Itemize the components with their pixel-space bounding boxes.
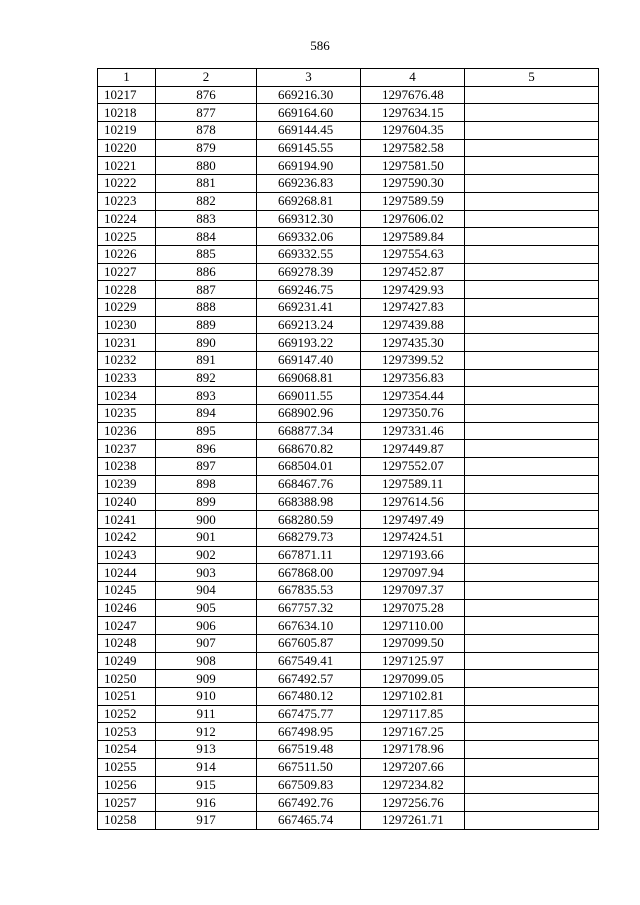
row-id-cell: 10224 bbox=[98, 210, 156, 228]
x-coordinate-cell: 667868.00 bbox=[257, 564, 361, 582]
x-coordinate-cell: 667549.41 bbox=[257, 652, 361, 670]
x-coordinate-cell: 669164.60 bbox=[257, 104, 361, 122]
point-number-cell: 888 bbox=[156, 298, 257, 316]
y-coordinate-cell: 1297427.83 bbox=[361, 298, 465, 316]
row-id-cell: 10223 bbox=[98, 192, 156, 210]
x-coordinate-cell: 667465.74 bbox=[257, 811, 361, 829]
table-row bbox=[98, 175, 599, 193]
note-cell bbox=[465, 811, 599, 829]
point-number-cell: 881 bbox=[156, 175, 257, 193]
point-number-cell: 879 bbox=[156, 139, 257, 157]
note-cell bbox=[465, 316, 599, 334]
x-coordinate-cell: 667492.76 bbox=[257, 794, 361, 812]
row-id-cell: 10226 bbox=[98, 245, 156, 263]
table-body bbox=[98, 86, 599, 829]
note-cell bbox=[465, 440, 599, 458]
point-number-cell: 884 bbox=[156, 228, 257, 246]
row-id-cell: 10247 bbox=[98, 617, 156, 635]
table-row bbox=[98, 776, 599, 794]
note-cell bbox=[465, 245, 599, 263]
table-row bbox=[98, 705, 599, 723]
point-number-cell: 904 bbox=[156, 581, 257, 599]
point-number-cell: 883 bbox=[156, 210, 257, 228]
point-number-cell: 899 bbox=[156, 493, 257, 511]
table-row bbox=[98, 316, 599, 334]
y-coordinate-cell: 1297178.96 bbox=[361, 741, 465, 759]
y-coordinate-cell: 1297099.50 bbox=[361, 635, 465, 653]
point-number-cell: 905 bbox=[156, 599, 257, 617]
note-cell bbox=[465, 475, 599, 493]
note-cell bbox=[465, 405, 599, 423]
row-id-cell: 10239 bbox=[98, 475, 156, 493]
row-id-cell: 10231 bbox=[98, 334, 156, 352]
row-id-cell: 10225 bbox=[98, 228, 156, 246]
note-cell bbox=[465, 564, 599, 582]
y-coordinate-cell: 1297193.66 bbox=[361, 546, 465, 564]
row-id-cell: 10246 bbox=[98, 599, 156, 617]
x-coordinate-cell: 667475.77 bbox=[257, 705, 361, 723]
note-cell bbox=[465, 387, 599, 405]
x-coordinate-cell: 669246.75 bbox=[257, 281, 361, 299]
y-coordinate-cell: 1297256.76 bbox=[361, 794, 465, 812]
point-number-cell: 911 bbox=[156, 705, 257, 723]
table-row bbox=[98, 440, 599, 458]
y-coordinate-cell: 1297582.58 bbox=[361, 139, 465, 157]
x-coordinate-cell: 667605.87 bbox=[257, 635, 361, 653]
x-coordinate-cell: 669213.24 bbox=[257, 316, 361, 334]
row-id-cell: 10234 bbox=[98, 387, 156, 405]
point-number-cell: 913 bbox=[156, 741, 257, 759]
note-cell bbox=[465, 723, 599, 741]
point-number-cell: 898 bbox=[156, 475, 257, 493]
note-cell bbox=[465, 122, 599, 140]
row-id-cell: 10230 bbox=[98, 316, 156, 334]
column-header-5: 5 bbox=[465, 69, 599, 87]
table-row bbox=[98, 670, 599, 688]
point-number-cell: 880 bbox=[156, 157, 257, 175]
row-id-cell: 10255 bbox=[98, 758, 156, 776]
x-coordinate-cell: 669278.39 bbox=[257, 263, 361, 281]
table-row bbox=[98, 352, 599, 370]
table-row bbox=[98, 298, 599, 316]
x-coordinate-cell: 667480.12 bbox=[257, 688, 361, 706]
row-id-cell: 10228 bbox=[98, 281, 156, 299]
note-cell bbox=[465, 210, 599, 228]
y-coordinate-cell: 1297102.81 bbox=[361, 688, 465, 706]
y-coordinate-cell: 1297590.30 bbox=[361, 175, 465, 193]
table-row bbox=[98, 104, 599, 122]
x-coordinate-cell: 668280.59 bbox=[257, 511, 361, 529]
note-cell bbox=[465, 175, 599, 193]
row-id-cell: 10241 bbox=[98, 511, 156, 529]
note-cell bbox=[465, 334, 599, 352]
row-id-cell: 10232 bbox=[98, 352, 156, 370]
table-row bbox=[98, 334, 599, 352]
point-number-cell: 878 bbox=[156, 122, 257, 140]
table-row bbox=[98, 617, 599, 635]
y-coordinate-cell: 1297429.93 bbox=[361, 281, 465, 299]
note-cell bbox=[465, 776, 599, 794]
table-row bbox=[98, 369, 599, 387]
point-number-cell: 887 bbox=[156, 281, 257, 299]
row-id-cell: 10236 bbox=[98, 422, 156, 440]
table-row bbox=[98, 528, 599, 546]
note-cell bbox=[465, 493, 599, 511]
x-coordinate-cell: 669193.22 bbox=[257, 334, 361, 352]
x-coordinate-cell: 667498.95 bbox=[257, 723, 361, 741]
row-id-cell: 10248 bbox=[98, 635, 156, 653]
x-coordinate-cell: 669147.40 bbox=[257, 352, 361, 370]
x-coordinate-cell: 667835.53 bbox=[257, 581, 361, 599]
point-number-cell: 917 bbox=[156, 811, 257, 829]
row-id-cell: 10237 bbox=[98, 440, 156, 458]
table-row bbox=[98, 758, 599, 776]
point-number-cell: 877 bbox=[156, 104, 257, 122]
y-coordinate-cell: 1297099.05 bbox=[361, 670, 465, 688]
x-coordinate-cell: 669144.45 bbox=[257, 122, 361, 140]
row-id-cell: 10218 bbox=[98, 104, 156, 122]
page-number: 586 bbox=[310, 38, 330, 53]
point-number-cell: 912 bbox=[156, 723, 257, 741]
row-id-cell: 10233 bbox=[98, 369, 156, 387]
table-row bbox=[98, 511, 599, 529]
y-coordinate-cell: 1297331.46 bbox=[361, 422, 465, 440]
y-coordinate-cell: 1297589.59 bbox=[361, 192, 465, 210]
note-cell bbox=[465, 369, 599, 387]
note-cell bbox=[465, 511, 599, 529]
table-row bbox=[98, 652, 599, 670]
y-coordinate-cell: 1297110.00 bbox=[361, 617, 465, 635]
point-number-cell: 894 bbox=[156, 405, 257, 423]
x-coordinate-cell: 668902.96 bbox=[257, 405, 361, 423]
x-coordinate-cell: 668504.01 bbox=[257, 458, 361, 476]
x-coordinate-cell: 667519.48 bbox=[257, 741, 361, 759]
row-id-cell: 10244 bbox=[98, 564, 156, 582]
row-id-cell: 10251 bbox=[98, 688, 156, 706]
table-row bbox=[98, 493, 599, 511]
row-id-cell: 10217 bbox=[98, 86, 156, 104]
table-row bbox=[98, 210, 599, 228]
point-number-cell: 906 bbox=[156, 617, 257, 635]
point-number-cell: 915 bbox=[156, 776, 257, 794]
table-row bbox=[98, 422, 599, 440]
row-id-cell: 10257 bbox=[98, 794, 156, 812]
x-coordinate-cell: 667757.32 bbox=[257, 599, 361, 617]
x-coordinate-cell: 669145.55 bbox=[257, 139, 361, 157]
note-cell bbox=[465, 705, 599, 723]
table-row bbox=[98, 811, 599, 829]
point-number-cell: 908 bbox=[156, 652, 257, 670]
y-coordinate-cell: 1297452.87 bbox=[361, 263, 465, 281]
note-cell bbox=[465, 635, 599, 653]
x-coordinate-cell: 668467.76 bbox=[257, 475, 361, 493]
y-coordinate-cell: 1297554.63 bbox=[361, 245, 465, 263]
note-cell bbox=[465, 228, 599, 246]
x-coordinate-cell: 669236.83 bbox=[257, 175, 361, 193]
note-cell bbox=[465, 192, 599, 210]
x-coordinate-cell: 669332.55 bbox=[257, 245, 361, 263]
y-coordinate-cell: 1297117.85 bbox=[361, 705, 465, 723]
y-coordinate-cell: 1297207.66 bbox=[361, 758, 465, 776]
table-row bbox=[98, 245, 599, 263]
y-coordinate-cell: 1297634.15 bbox=[361, 104, 465, 122]
note-cell bbox=[465, 139, 599, 157]
table-row bbox=[98, 458, 599, 476]
row-id-cell: 10252 bbox=[98, 705, 156, 723]
note-cell bbox=[465, 458, 599, 476]
point-number-cell: 907 bbox=[156, 635, 257, 653]
y-coordinate-cell: 1297097.37 bbox=[361, 581, 465, 599]
column-header-4: 4 bbox=[361, 69, 465, 87]
y-coordinate-cell: 1297614.56 bbox=[361, 493, 465, 511]
column-header-2: 2 bbox=[156, 69, 257, 87]
y-coordinate-cell: 1297581.50 bbox=[361, 157, 465, 175]
column-header-3: 3 bbox=[257, 69, 361, 87]
x-coordinate-cell: 669332.06 bbox=[257, 228, 361, 246]
point-number-cell: 900 bbox=[156, 511, 257, 529]
table-row bbox=[98, 723, 599, 741]
row-id-cell: 10240 bbox=[98, 493, 156, 511]
x-coordinate-cell: 669231.41 bbox=[257, 298, 361, 316]
y-coordinate-cell: 1297356.83 bbox=[361, 369, 465, 387]
x-coordinate-cell: 669268.81 bbox=[257, 192, 361, 210]
y-coordinate-cell: 1297606.02 bbox=[361, 210, 465, 228]
note-cell bbox=[465, 794, 599, 812]
column-header-1: 1 bbox=[98, 69, 156, 87]
point-number-cell: 903 bbox=[156, 564, 257, 582]
point-number-cell: 896 bbox=[156, 440, 257, 458]
note-cell bbox=[465, 263, 599, 281]
y-coordinate-cell: 1297552.07 bbox=[361, 458, 465, 476]
table-header-row bbox=[98, 69, 599, 87]
y-coordinate-cell: 1297097.94 bbox=[361, 564, 465, 582]
note-cell bbox=[465, 652, 599, 670]
note-cell bbox=[465, 298, 599, 316]
row-id-cell: 10258 bbox=[98, 811, 156, 829]
note-cell bbox=[465, 352, 599, 370]
table-row bbox=[98, 86, 599, 104]
table-row bbox=[98, 635, 599, 653]
note-cell bbox=[465, 528, 599, 546]
y-coordinate-cell: 1297589.11 bbox=[361, 475, 465, 493]
table-row bbox=[98, 688, 599, 706]
note-cell bbox=[465, 104, 599, 122]
y-coordinate-cell: 1297350.76 bbox=[361, 405, 465, 423]
table-row bbox=[98, 387, 599, 405]
y-coordinate-cell: 1297439.88 bbox=[361, 316, 465, 334]
note-cell bbox=[465, 281, 599, 299]
y-coordinate-cell: 1297424.51 bbox=[361, 528, 465, 546]
y-coordinate-cell: 1297125.97 bbox=[361, 652, 465, 670]
y-coordinate-cell: 1297399.52 bbox=[361, 352, 465, 370]
x-coordinate-cell: 668388.98 bbox=[257, 493, 361, 511]
row-id-cell: 10220 bbox=[98, 139, 156, 157]
table-row bbox=[98, 741, 599, 759]
y-coordinate-cell: 1297676.48 bbox=[361, 86, 465, 104]
table-row bbox=[98, 122, 599, 140]
row-id-cell: 10242 bbox=[98, 528, 156, 546]
note-cell bbox=[465, 599, 599, 617]
point-number-cell: 895 bbox=[156, 422, 257, 440]
point-number-cell: 882 bbox=[156, 192, 257, 210]
point-number-cell: 886 bbox=[156, 263, 257, 281]
x-coordinate-cell: 667634.10 bbox=[257, 617, 361, 635]
note-cell bbox=[465, 670, 599, 688]
point-number-cell: 890 bbox=[156, 334, 257, 352]
table-row bbox=[98, 564, 599, 582]
point-number-cell: 892 bbox=[156, 369, 257, 387]
row-id-cell: 10235 bbox=[98, 405, 156, 423]
x-coordinate-cell: 668670.82 bbox=[257, 440, 361, 458]
point-number-cell: 889 bbox=[156, 316, 257, 334]
coordinates-table bbox=[97, 68, 599, 830]
x-coordinate-cell: 669011.55 bbox=[257, 387, 361, 405]
table-row bbox=[98, 546, 599, 564]
note-cell bbox=[465, 741, 599, 759]
x-coordinate-cell: 668877.34 bbox=[257, 422, 361, 440]
row-id-cell: 10256 bbox=[98, 776, 156, 794]
table-row bbox=[98, 157, 599, 175]
note-cell bbox=[465, 617, 599, 635]
table-row bbox=[98, 475, 599, 493]
x-coordinate-cell: 667871.11 bbox=[257, 546, 361, 564]
y-coordinate-cell: 1297497.49 bbox=[361, 511, 465, 529]
x-coordinate-cell: 669312.30 bbox=[257, 210, 361, 228]
row-id-cell: 10243 bbox=[98, 546, 156, 564]
table-row bbox=[98, 405, 599, 423]
point-number-cell: 914 bbox=[156, 758, 257, 776]
point-number-cell: 891 bbox=[156, 352, 257, 370]
row-id-cell: 10254 bbox=[98, 741, 156, 759]
row-id-cell: 10250 bbox=[98, 670, 156, 688]
note-cell bbox=[465, 422, 599, 440]
row-id-cell: 10227 bbox=[98, 263, 156, 281]
table-row bbox=[98, 139, 599, 157]
x-coordinate-cell: 669068.81 bbox=[257, 369, 361, 387]
row-id-cell: 10221 bbox=[98, 157, 156, 175]
row-id-cell: 10222 bbox=[98, 175, 156, 193]
note-cell bbox=[465, 758, 599, 776]
table-row bbox=[98, 794, 599, 812]
y-coordinate-cell: 1297604.35 bbox=[361, 122, 465, 140]
table-row bbox=[98, 599, 599, 617]
x-coordinate-cell: 669216.30 bbox=[257, 86, 361, 104]
point-number-cell: 876 bbox=[156, 86, 257, 104]
table-row bbox=[98, 281, 599, 299]
row-id-cell: 10245 bbox=[98, 581, 156, 599]
point-number-cell: 893 bbox=[156, 387, 257, 405]
table-row bbox=[98, 192, 599, 210]
y-coordinate-cell: 1297354.44 bbox=[361, 387, 465, 405]
y-coordinate-cell: 1297589.84 bbox=[361, 228, 465, 246]
point-number-cell: 897 bbox=[156, 458, 257, 476]
y-coordinate-cell: 1297234.82 bbox=[361, 776, 465, 794]
table-row bbox=[98, 228, 599, 246]
x-coordinate-cell: 669194.90 bbox=[257, 157, 361, 175]
y-coordinate-cell: 1297075.28 bbox=[361, 599, 465, 617]
y-coordinate-cell: 1297449.87 bbox=[361, 440, 465, 458]
point-number-cell: 909 bbox=[156, 670, 257, 688]
table-row bbox=[98, 263, 599, 281]
x-coordinate-cell: 668279.73 bbox=[257, 528, 361, 546]
row-id-cell: 10229 bbox=[98, 298, 156, 316]
row-id-cell: 10238 bbox=[98, 458, 156, 476]
note-cell bbox=[465, 688, 599, 706]
note-cell bbox=[465, 86, 599, 104]
y-coordinate-cell: 1297167.25 bbox=[361, 723, 465, 741]
note-cell bbox=[465, 157, 599, 175]
note-cell bbox=[465, 581, 599, 599]
x-coordinate-cell: 667511.50 bbox=[257, 758, 361, 776]
row-id-cell: 10219 bbox=[98, 122, 156, 140]
x-coordinate-cell: 667509.83 bbox=[257, 776, 361, 794]
point-number-cell: 902 bbox=[156, 546, 257, 564]
y-coordinate-cell: 1297261.71 bbox=[361, 811, 465, 829]
point-number-cell: 910 bbox=[156, 688, 257, 706]
note-cell bbox=[465, 546, 599, 564]
table-row bbox=[98, 581, 599, 599]
point-number-cell: 885 bbox=[156, 245, 257, 263]
row-id-cell: 10253 bbox=[98, 723, 156, 741]
x-coordinate-cell: 667492.57 bbox=[257, 670, 361, 688]
y-coordinate-cell: 1297435.30 bbox=[361, 334, 465, 352]
point-number-cell: 916 bbox=[156, 794, 257, 812]
row-id-cell: 10249 bbox=[98, 652, 156, 670]
point-number-cell: 901 bbox=[156, 528, 257, 546]
